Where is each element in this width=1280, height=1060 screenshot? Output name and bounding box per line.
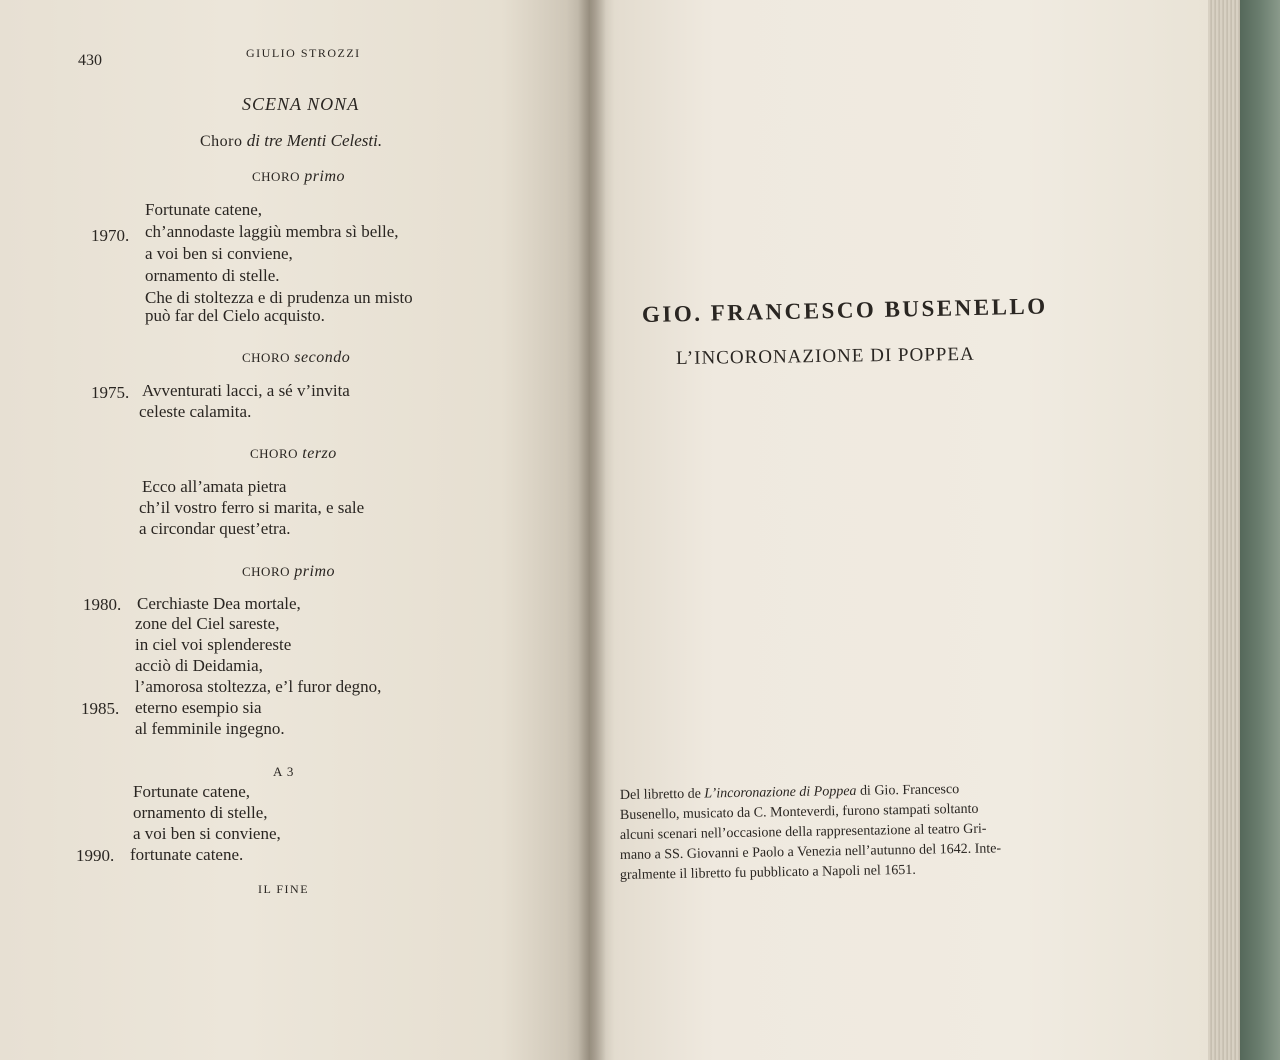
verse-line: eterno esempio sia	[135, 698, 262, 717]
book-cover	[1240, 0, 1280, 1060]
verse-number: 1970.	[91, 226, 130, 245]
section-label-voice: CHORO	[252, 169, 301, 184]
verse-line: può far del Cielo acquisto.	[145, 306, 325, 325]
section-label	[242, 349, 350, 367]
verse-line: al femminile ingegno.	[135, 719, 285, 738]
section-label-voice: CHORO	[242, 564, 291, 579]
running-head: GIULIO STROZZI	[246, 46, 361, 60]
chorus-heading-label: Choro	[200, 133, 243, 150]
section-label-voice: CHORO	[242, 350, 291, 365]
verse-number: 1975.	[91, 383, 130, 402]
section-label-voice: CHORO	[250, 446, 299, 461]
verse-line: in ciel voi splendereste	[135, 635, 292, 654]
note-work-title: L’incoronazione di Poppea	[704, 783, 857, 802]
section-label-part: primo	[294, 563, 335, 580]
verse-line: a voi ben si conviene,	[145, 244, 293, 263]
page-number: 430	[78, 52, 102, 69]
verse-line: a voi ben si conviene,	[133, 824, 281, 843]
verse-line: zone del Ciel sareste,	[135, 614, 280, 633]
section-label	[273, 764, 294, 781]
note-line: alcuni scenari nell’occasione della rappresentazione al teatro Gri-	[619, 821, 987, 843]
scene-title: SCENA NONA	[242, 94, 360, 114]
verse-line: Fortunate catene,	[133, 782, 251, 801]
verse-number: 1990.	[76, 846, 115, 865]
verse-line: Fortunate catene,	[145, 200, 263, 219]
verse-line: l’amorosa stoltezza, e’l furor degno,	[135, 677, 382, 696]
verse-line: Che di stoltezza e di prudenza un misto	[145, 288, 413, 307]
note-line: Busenello, musicato da C. Monteverdi, furono stampati soltanto	[619, 801, 979, 823]
note-line: gralmente il libretto fu pubblicato a Napoli nel 1651.	[619, 862, 916, 883]
verse-line: celeste calamita.	[139, 402, 252, 421]
left-page	[0, 0, 590, 1060]
verse-line: Cerchiaste Dea mortale,	[137, 594, 301, 613]
verse-line: ornamento di stelle.	[145, 266, 280, 285]
verse-number: 1980.	[83, 595, 122, 614]
verse-line: Ecco all’amata pietra	[142, 477, 287, 496]
chorus-heading-text: di tre Menti Celesti.	[246, 131, 383, 150]
right-page	[590, 0, 1210, 1060]
note-text: Del libretto de	[619, 786, 705, 803]
verse-line: fortunate catene.	[130, 845, 244, 864]
section-label-part: secondo	[294, 349, 351, 366]
chorus-heading	[200, 131, 382, 151]
note-text: di Gio. Francesco	[856, 782, 960, 799]
author-name: GIO. FRANCESCO BUSENELLO	[641, 293, 1048, 327]
verse-line: acciò di Deidamia,	[135, 656, 263, 675]
end-mark: IL FINE	[258, 882, 310, 896]
verse-line: ch’annodaste laggiù membra sì belle,	[145, 222, 399, 241]
section-label-part: primo	[304, 168, 345, 185]
section-label	[252, 168, 345, 186]
verse-line: a circondar quest’etra.	[139, 519, 291, 538]
note-line: mano a SS. Giovanni e Paolo a Venezia nell’autunno del 1642. Inte-	[619, 841, 1002, 863]
section-label-voice: A 3	[273, 764, 295, 779]
verse-line: ornamento di stelle,	[133, 803, 268, 822]
verse-number: 1985.	[81, 699, 120, 718]
section-label	[250, 445, 337, 463]
verse-line: Avventurati lacci, a sé v’invita	[142, 381, 350, 400]
section-label-part: terzo	[302, 445, 337, 462]
verse-line: ch’il vostro ferro si marita, e sale	[139, 498, 365, 517]
book-gutter	[578, 0, 606, 1060]
work-title: L’INCORONAZIONE DI POPPEA	[675, 343, 975, 369]
section-label	[242, 563, 335, 581]
